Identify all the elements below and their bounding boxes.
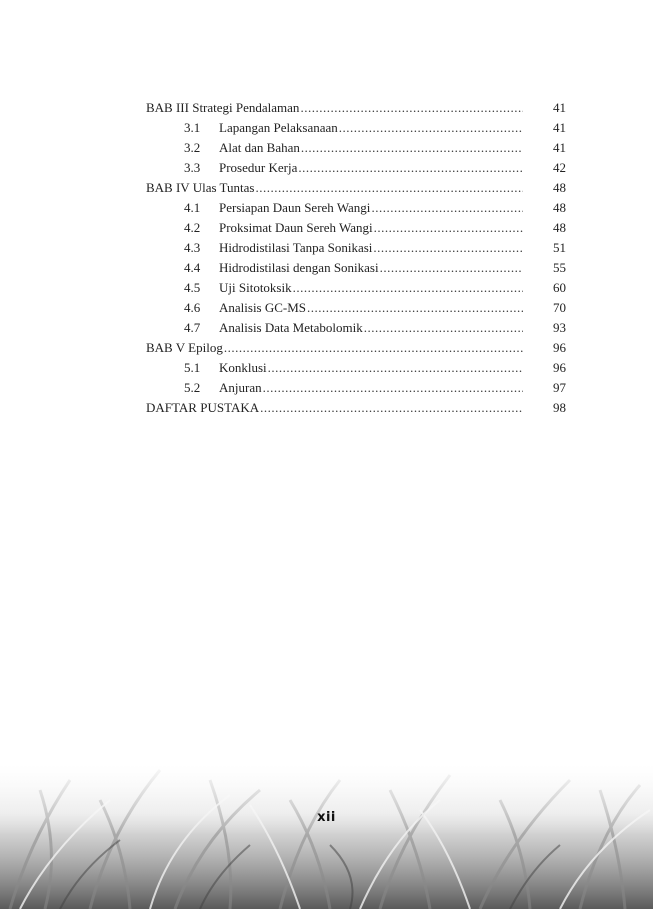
toc-entry-number: 4.2 bbox=[184, 220, 201, 235]
toc-entry-page: 41 bbox=[553, 140, 566, 155]
toc-entry-3-2 bbox=[146, 138, 566, 158]
toc-entry-number: 3.1 bbox=[184, 120, 201, 135]
toc-entry-title: Lapangan Pelaksanaan bbox=[219, 120, 338, 135]
toc-entry-4-3 bbox=[146, 238, 566, 258]
grass-footer-decoration bbox=[0, 760, 653, 909]
toc-entry-4-1 bbox=[146, 198, 566, 218]
toc-entry-title: Anjuran bbox=[219, 380, 262, 395]
toc-entry-title: Alat dan Bahan bbox=[219, 140, 300, 155]
toc-entry-page: 93 bbox=[553, 320, 566, 335]
toc-entry-page: 70 bbox=[553, 300, 566, 315]
dot-leader bbox=[301, 138, 523, 158]
toc-entry-page: 41 bbox=[553, 100, 566, 115]
toc-entry-title: Konklusi bbox=[219, 360, 267, 375]
dot-leader bbox=[260, 398, 523, 418]
toc-entry-4-2 bbox=[146, 218, 566, 238]
toc-entry-number: 5.2 bbox=[184, 380, 201, 395]
dot-leader bbox=[298, 158, 523, 178]
dot-leader bbox=[293, 278, 523, 298]
dot-leader bbox=[300, 98, 523, 118]
toc-entry-page: 98 bbox=[553, 400, 566, 415]
toc-entry-number: 3.3 bbox=[184, 160, 201, 175]
toc-entry-3-3 bbox=[146, 158, 566, 178]
toc-entry-page: 60 bbox=[553, 280, 566, 295]
toc-entry-title: BAB V Epilog bbox=[146, 340, 223, 355]
dot-leader bbox=[268, 358, 523, 378]
toc-entry-number: 4.6 bbox=[184, 300, 201, 315]
toc-entry-4-5 bbox=[146, 278, 566, 298]
toc-entry-bab-3 bbox=[146, 98, 566, 118]
toc-entry-title: Uji Sitotoksik bbox=[219, 280, 292, 295]
toc-entry-title: Analisis GC-MS bbox=[219, 300, 307, 315]
toc-entry-bab-4 bbox=[146, 178, 566, 198]
dot-leader bbox=[263, 378, 523, 398]
toc-entry-title: Hidrodistilasi Tanpa Sonikasi bbox=[219, 240, 373, 255]
toc-entry-page: 42 bbox=[553, 160, 566, 175]
dot-leader bbox=[339, 118, 523, 138]
toc-entry-title: DAFTAR PUSTAKA bbox=[146, 400, 260, 415]
table-of-contents bbox=[146, 98, 566, 418]
dot-leader bbox=[371, 198, 523, 218]
toc-entry-page: 97 bbox=[553, 380, 566, 395]
dot-leader bbox=[380, 258, 523, 278]
toc-entry-4-7 bbox=[146, 318, 566, 338]
dot-leader bbox=[224, 338, 523, 358]
dot-leader bbox=[255, 178, 523, 198]
toc-entry-number: 3.2 bbox=[184, 140, 201, 155]
toc-entry-title: Persiapan Daun Sereh Wangi bbox=[219, 200, 371, 215]
dot-leader bbox=[373, 238, 523, 258]
dot-leader bbox=[307, 298, 523, 318]
toc-entry-number: 4.7 bbox=[184, 320, 201, 335]
toc-entry-bab-5 bbox=[146, 338, 566, 358]
toc-entry-page: 55 bbox=[553, 260, 566, 275]
toc-entry-4-4 bbox=[146, 258, 566, 278]
toc-entry-page: 96 bbox=[553, 360, 566, 375]
toc-entry-number: 4.4 bbox=[184, 260, 201, 275]
toc-entry-daftar-pustaka bbox=[146, 398, 566, 418]
toc-entry-5-1 bbox=[146, 358, 566, 378]
toc-entry-4-6 bbox=[146, 298, 566, 318]
toc-entry-title: Prosedur Kerja bbox=[219, 160, 298, 175]
toc-entry-5-2 bbox=[146, 378, 566, 398]
toc-entry-3-1 bbox=[146, 118, 566, 138]
toc-entry-number: 4.3 bbox=[184, 240, 201, 255]
toc-entry-page: 96 bbox=[553, 340, 566, 355]
toc-entry-page: 41 bbox=[553, 120, 566, 135]
toc-entry-number: 4.1 bbox=[184, 200, 201, 215]
toc-entry-title: Hidrodistilasi dengan Sonikasi bbox=[219, 260, 379, 275]
toc-entry-title: Proksimat Daun Sereh Wangi bbox=[219, 220, 373, 235]
toc-entry-page: 51 bbox=[553, 240, 566, 255]
toc-entry-number: 5.1 bbox=[184, 360, 201, 375]
toc-entry-title: BAB III Strategi Pendalaman bbox=[146, 100, 300, 115]
toc-entry-page: 48 bbox=[553, 200, 566, 215]
dot-leader bbox=[364, 318, 523, 338]
page-number: xii bbox=[317, 810, 336, 825]
toc-entry-page: 48 bbox=[553, 220, 566, 235]
toc-entry-page: 48 bbox=[553, 180, 566, 195]
toc-entry-title: BAB IV Ulas Tuntas bbox=[146, 180, 255, 195]
toc-entry-number: 4.5 bbox=[184, 280, 201, 295]
toc-entry-title: Analisis Data Metabolomik bbox=[219, 320, 363, 335]
dot-leader bbox=[374, 218, 523, 238]
